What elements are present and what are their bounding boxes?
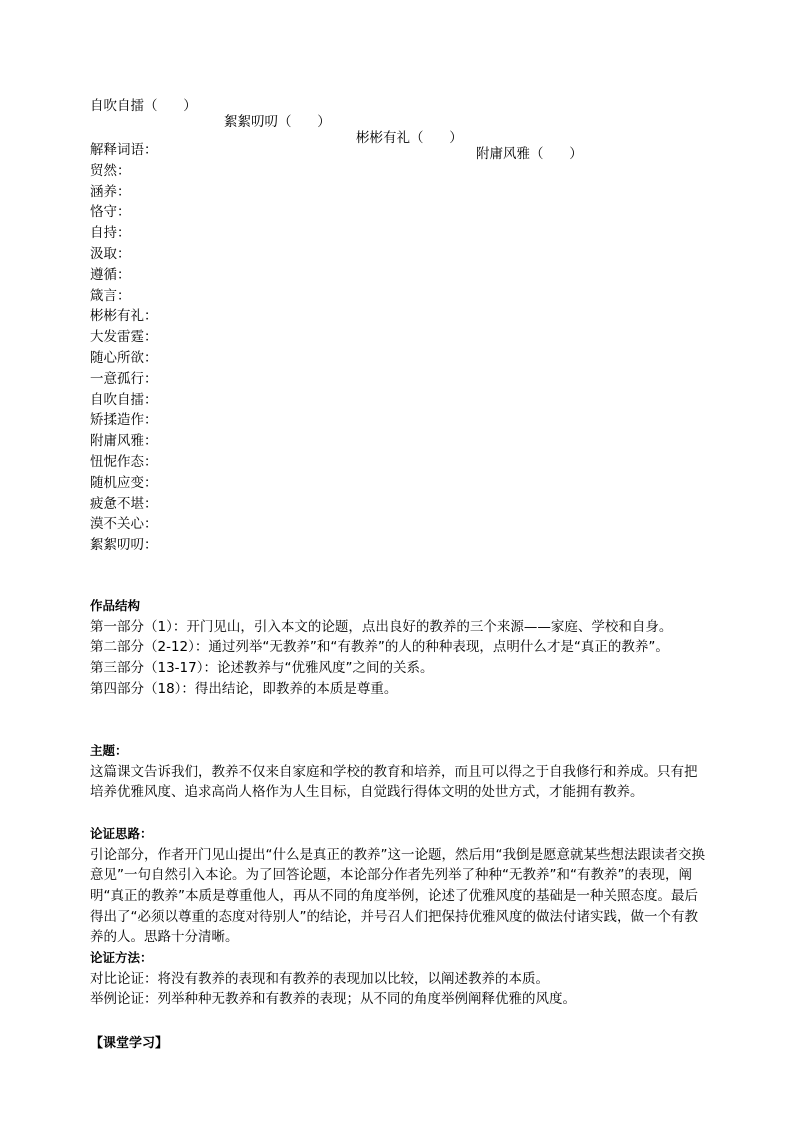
classroom-heading: 【课堂学习】 — [90, 1036, 169, 1051]
glossary-term: 涵养： — [90, 183, 131, 200]
glossary-title: 解释词语： — [90, 142, 158, 158]
pinyin-item: 附庸风雅（ ） — [476, 146, 583, 162]
glossary-term: 大发雷霆： — [90, 329, 158, 346]
glossary-term: 自吹自擂： — [90, 391, 158, 408]
glossary-term: 汲取： — [90, 245, 131, 262]
argument-text: 引论部分，作者开门见山提出“什么是真正的教养”这一论题，然后用“我倒是愿意就某些想法跟读者交换意见”一句自然引入本论。为了回答论题，本论部分作者先列举了种种“无教养”和“有教养”的表现，阐明“真正的教养”本质是尊重他人，再从不同的角度举例，论述了优雅风度的基础是一种关照态度。最后得出了“必须以尊重的态度对待别人”的结论，并号召人们把保持优雅风度的做法付诸实践，做一个有教养的人。思路十分清晰。 — [90, 846, 705, 946]
theme-section — [90, 741, 710, 803]
pinyin-item: 自吹自擂（ ） — [90, 98, 197, 114]
glossary-term: 随心所欲： — [90, 349, 158, 366]
theme-heading: 主题： — [90, 743, 128, 758]
argument-section — [90, 824, 710, 948]
structure-line: 第一部分（1）：开门见山，引入本文的论题，点出良好的教养的三个来源——家庭、学校和自身。 — [90, 618, 673, 635]
glossary-term: 遵循： — [90, 266, 131, 283]
methods-section — [90, 948, 710, 1010]
glossary-term: 箴言： — [90, 287, 131, 304]
methods-line: 对比论证：将没有教养的表现和有教养的表现加以比较，以阐述教养的本质。 — [90, 970, 549, 987]
glossary-term: 一意孤行： — [90, 370, 158, 387]
methods-heading: 论证方法： — [90, 950, 153, 965]
glossary-list — [90, 140, 158, 556]
glossary-term: 恪守： — [90, 204, 131, 221]
methods-line: 举例论证：列举种种无教养和有教养的表现；从不同的角度举例阐释优雅的风度。 — [90, 991, 576, 1008]
pinyin-item: 絮絮叨叨（ ） — [224, 114, 331, 130]
theme-text: 这篇课文告诉我们，教养不仅来自家庭和学校的教育和培养，而且可以得之于自我修行和养成。只有把培养优雅风度、追求高尚人格作为人生目标，自觉践行得体文明的处世方式，才能拥有教养。 — [90, 763, 698, 801]
glossary-term: 随机应变： — [90, 474, 158, 491]
pinyin-item: 彬彬有礼（ ） — [356, 130, 463, 146]
structure-line: 第二部分（2-12）：通过列举“无教养”和“有教养”的人的种种表现，点明什么才是“真正的教养”。 — [90, 639, 669, 656]
glossary-term: 矫揉造作： — [90, 412, 158, 429]
glossary-term: 彬彬有礼： — [90, 308, 158, 325]
glossary-term: 附庸风雅： — [90, 433, 158, 450]
glossary-term: 忸怩作态： — [90, 453, 158, 470]
glossary-term: 贸然： — [90, 162, 131, 179]
glossary-term: 自持： — [90, 225, 131, 242]
structure-heading: 作品结构 — [90, 598, 141, 613]
glossary-term: 絮絮叨叨： — [90, 537, 158, 554]
glossary-term: 疲惫不堪： — [90, 495, 158, 512]
structure-line: 第四部分（18）：得出结论，即教养的本质是尊重。 — [90, 680, 398, 697]
structure-section — [90, 596, 710, 699]
structure-line: 第三部分（13-17）：论述教养与“优雅风度”之间的关系。 — [90, 659, 434, 676]
argument-heading: 论证思路： — [90, 826, 153, 841]
glossary-term: 漠不关心： — [90, 516, 158, 533]
